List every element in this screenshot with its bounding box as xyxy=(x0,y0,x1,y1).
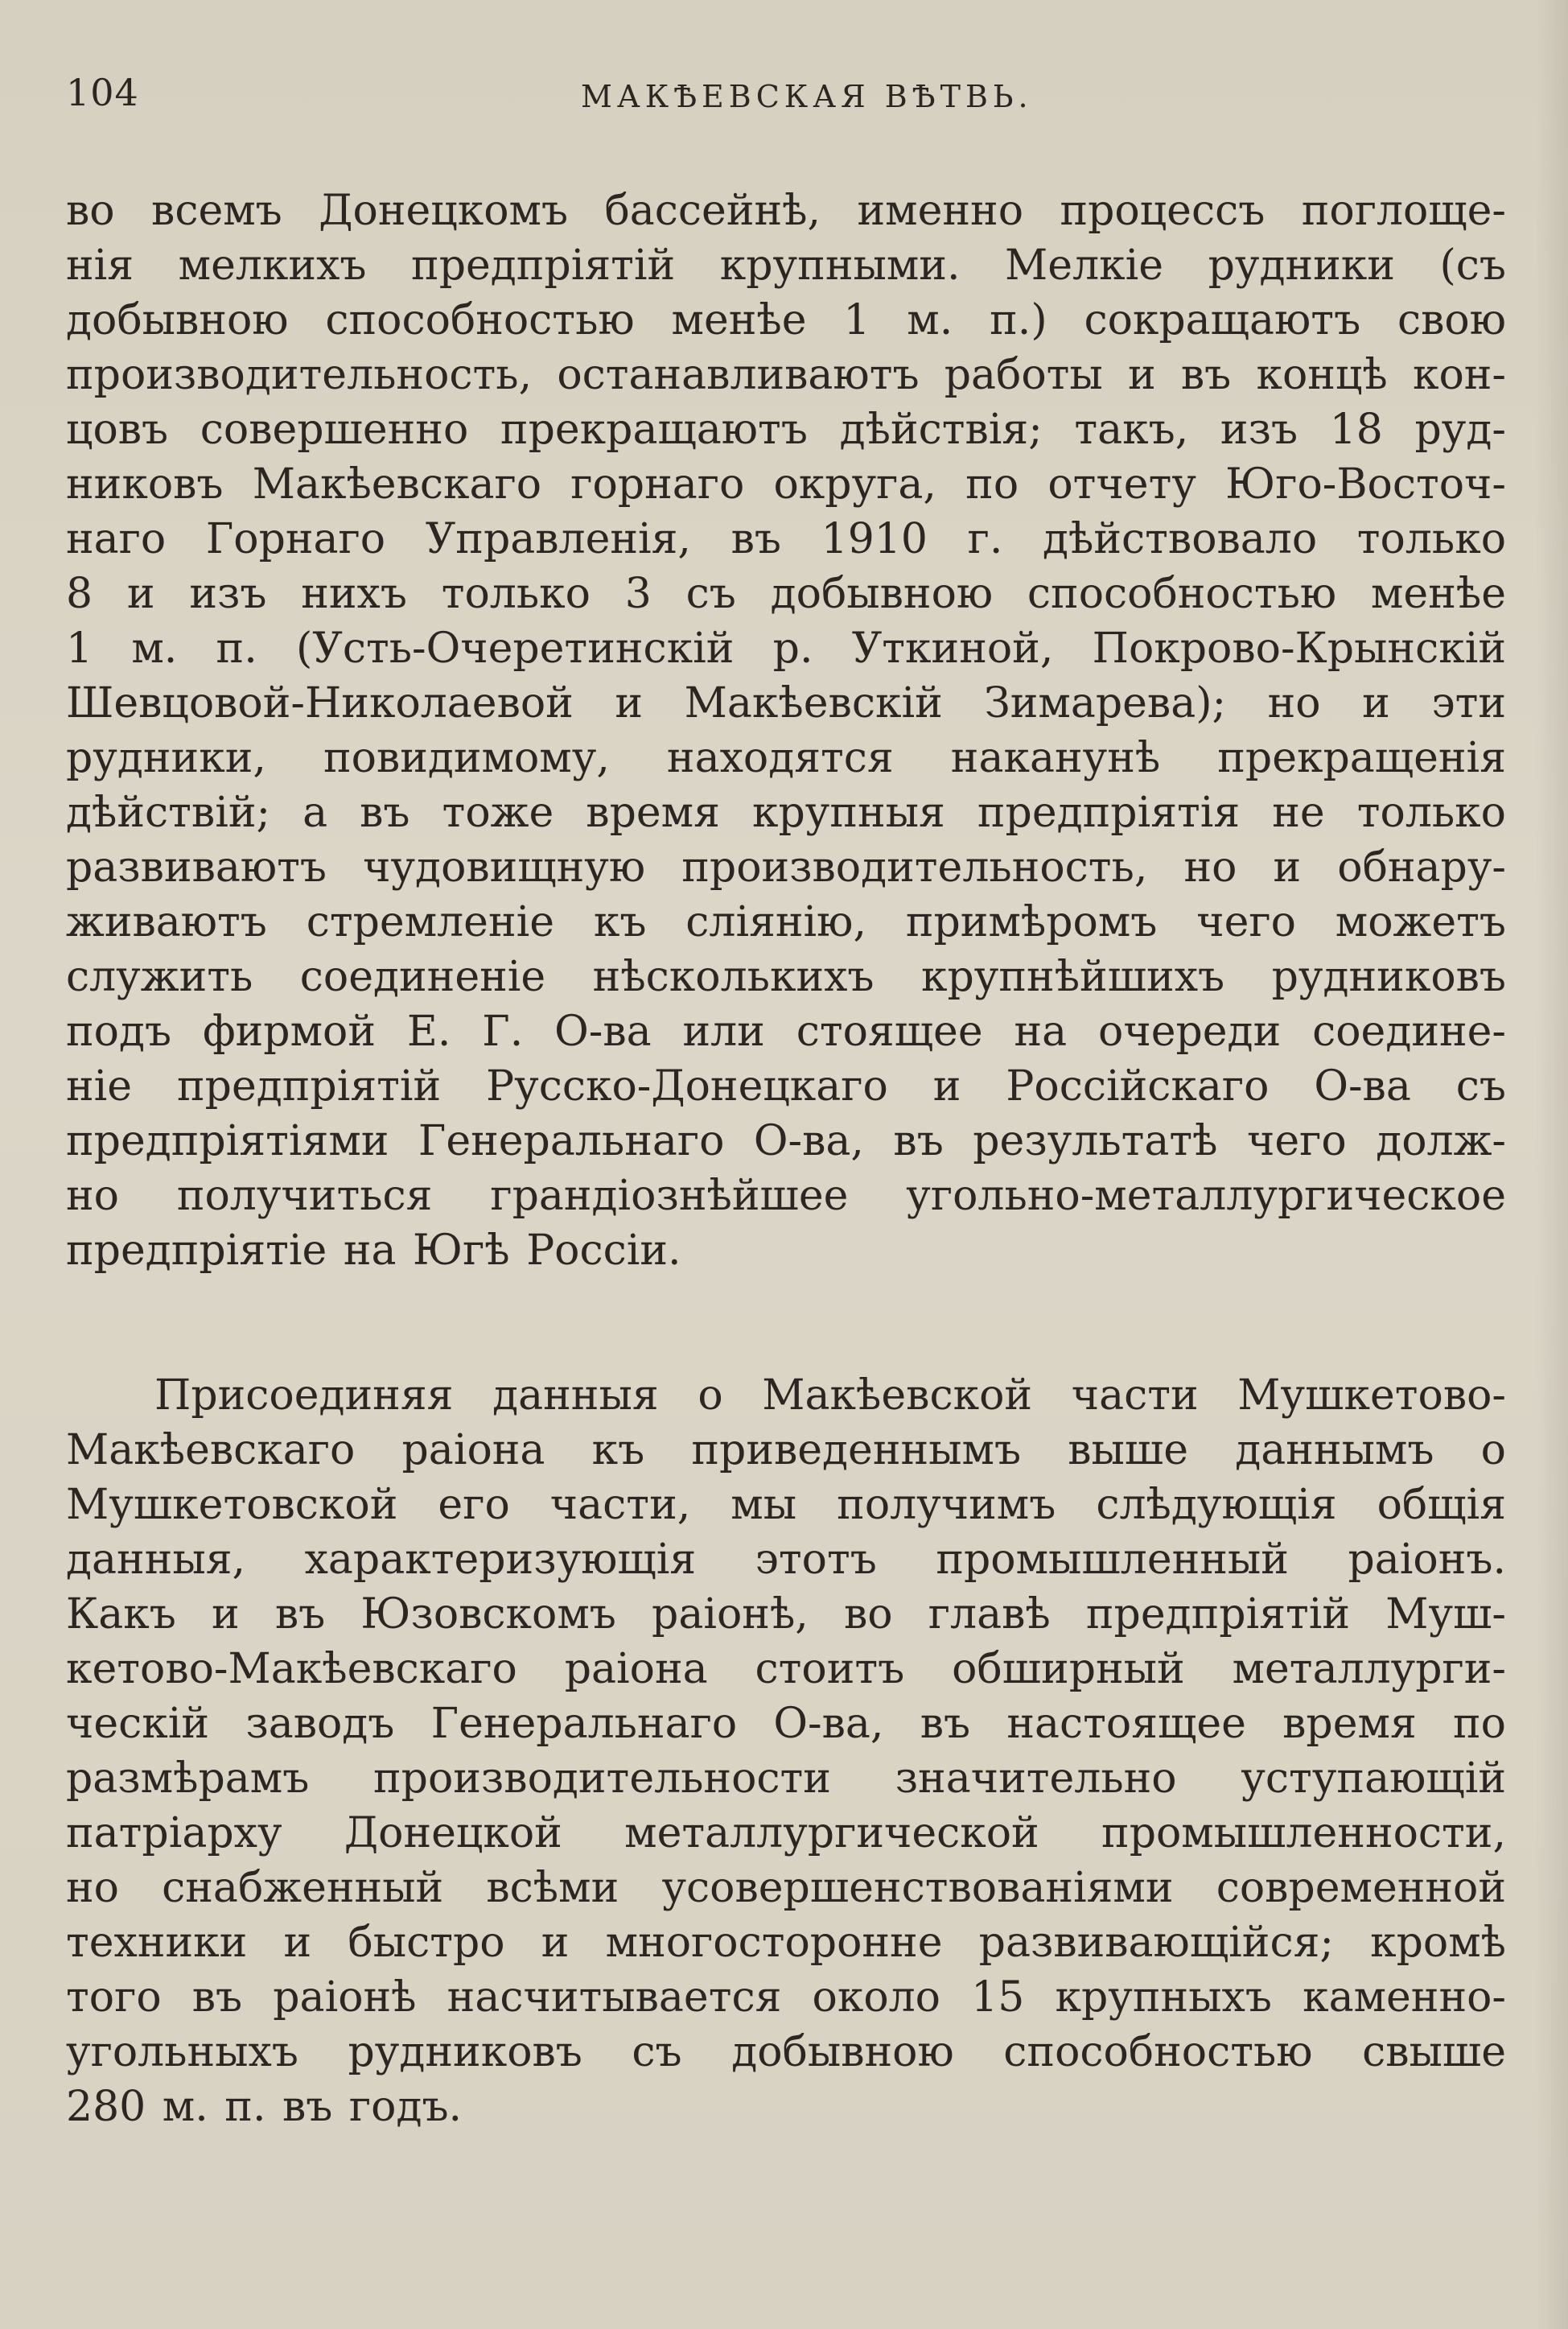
text-line: 1 м. п. (Усть-Очеретинскій р. Уткиной, Покрово-Крынскій xyxy=(66,625,1506,673)
text-line: рудники, повидимому, находятся наканунѣ прекращенія xyxy=(66,734,1506,782)
text-line: предпріятіе на Югѣ Россіи. xyxy=(66,1226,681,1275)
text-line: производительность, останавливаютъ работы и въ концѣ кон- xyxy=(66,351,1506,399)
text-line: кетово-Макѣевскаго раiона стоитъ обширный металлурги- xyxy=(66,1645,1506,1693)
text-line: подъ фирмой Е. Г. О-ва или стоящее на очереди соедине- xyxy=(66,1008,1506,1056)
text-line: нія мелкихъ предпріятій крупными. Мелкіе рудники (съ xyxy=(66,241,1506,290)
paragraph-1 xyxy=(66,183,1506,1278)
page-number: 104 xyxy=(66,71,139,114)
text-line: ніе предпріятій Русско-Донецкаго и Россійскаго О-ва съ xyxy=(66,1062,1506,1111)
text-line: но получиться грандіознѣйшее угольно-металлургическое xyxy=(66,1172,1506,1220)
page-gutter-shadow xyxy=(1536,0,1568,2329)
text-line: Присоединяя данныя о Макѣевской части Мушкетово- xyxy=(154,1371,1506,1420)
text-line: 280 м. п. въ годъ. xyxy=(66,2083,463,2131)
text-line: дѣйствій; а въ тоже время крупныя предпріятія не только xyxy=(66,789,1506,837)
text-line: добывною способностью менѣе 1 м. п.) сокращаютъ свою xyxy=(66,296,1506,344)
running-header xyxy=(66,71,1514,127)
text-line: Макѣевскаго раiона къ приведеннымъ выше даннымъ о xyxy=(66,1426,1506,1474)
text-line: угольныхъ рудниковъ съ добывною способностью свыше xyxy=(66,2028,1506,2076)
text-line: того въ раiонѣ насчитывается около 15 крупныхъ каменно- xyxy=(66,1973,1506,2022)
text-line: наго Горнаго Управленія, въ 1910 г. дѣйствовало только xyxy=(66,515,1506,563)
text-line: данныя, характеризующія этотъ промышленный раiонъ. xyxy=(66,1535,1506,1584)
text-line: служить соединеніе нѣсколькихъ крупнѣйшихъ рудниковъ xyxy=(66,953,1506,1001)
text-line: размѣрамъ производительности значительно уступающій xyxy=(66,1754,1506,1803)
text-line: но снабженный всѣми усовершенствованіями современной xyxy=(66,1864,1506,1912)
text-line: Какъ и въ Юзовскомъ раiонѣ, во главѣ предпріятій Муш- xyxy=(66,1590,1506,1639)
text-line: во всемъ Донецкомъ бассейнѣ, именно процессъ поглоще- xyxy=(66,187,1506,235)
text-line: ческій заводъ Генеральнаго О-ва, въ настоящее время по xyxy=(66,1700,1506,1748)
text-line: живаютъ стремленіе къ сліянію, примѣромъ чего можетъ xyxy=(66,898,1506,946)
text-line: развиваютъ чудовищную производительность, но и обнару- xyxy=(66,843,1506,892)
text-line: патріарху Донецкой металлургической промышленности, xyxy=(66,1809,1506,1857)
text-line: цовъ совершенно прекращаютъ дѣйствія; такъ, изъ 18 руд- xyxy=(66,406,1506,454)
page-header-title: МАКѢЕВСКАЯ ВѢТВЬ. xyxy=(581,79,1033,114)
text-line: предпріятіями Генеральнаго О-ва, въ результатѣ чего долж- xyxy=(66,1117,1506,1165)
text-line: никовъ Макѣевскаго горнаго округа, по отчету Юго-Восточ- xyxy=(66,460,1506,509)
text-line: Шевцовой-Николаевой и Макѣевскій Зимарева); но и эти xyxy=(66,679,1506,728)
text-line: Мушкетовской его части, мы получимъ слѣдующія общія xyxy=(66,1481,1506,1529)
paragraph-2 xyxy=(66,1368,1506,2134)
text-line: 8 и изъ нихъ только 3 съ добывною способностью менѣе xyxy=(66,570,1506,618)
text-line: техники и быстро и многосторонне развивающійся; кромѣ xyxy=(66,1919,1506,1967)
